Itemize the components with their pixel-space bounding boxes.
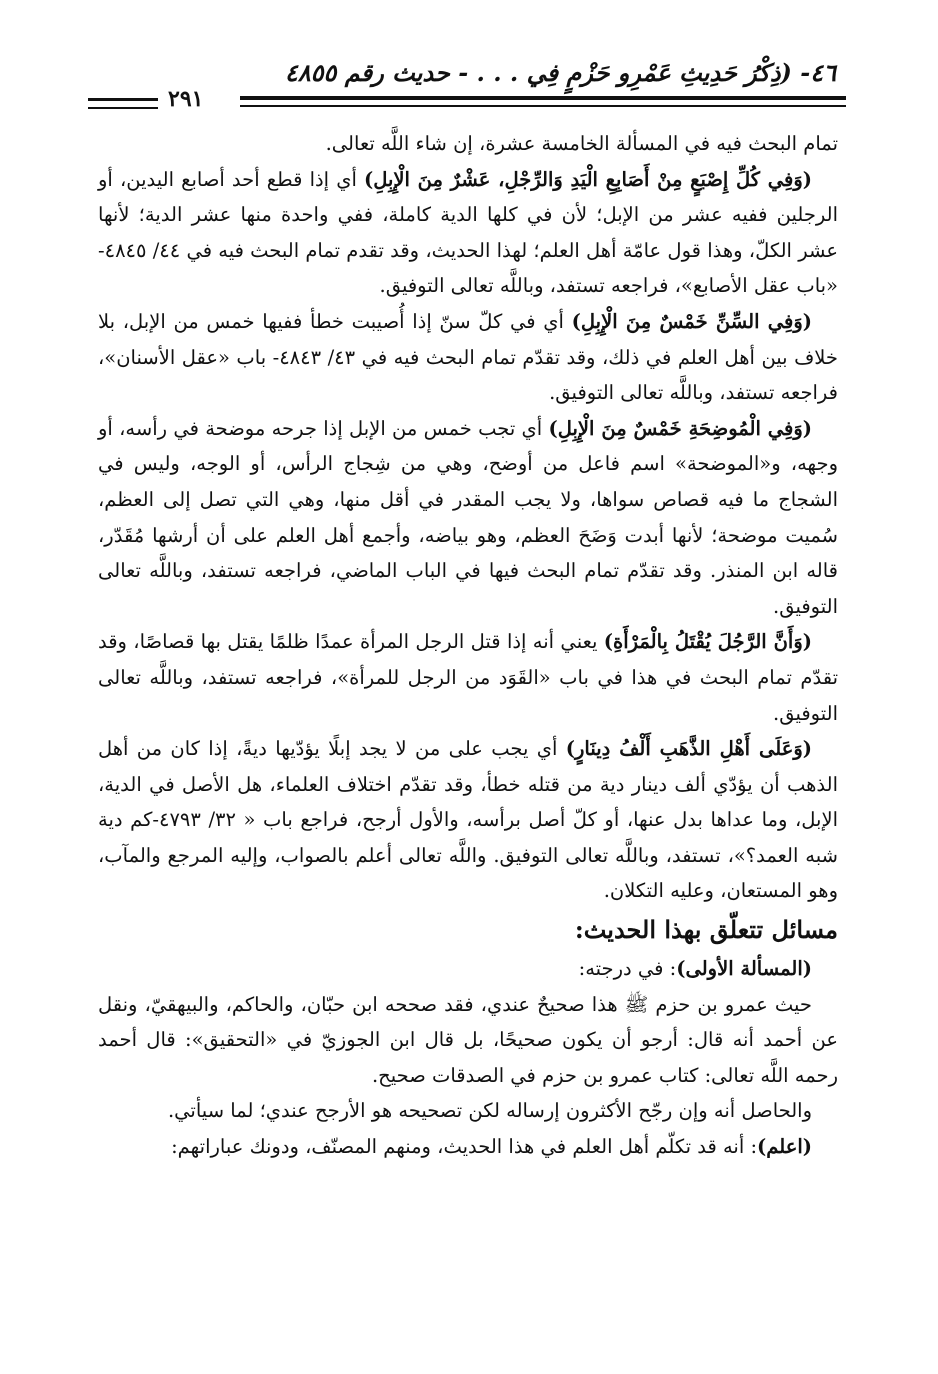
paragraph-6: [98, 731, 838, 909]
page-number: ٢٩١: [168, 86, 204, 112]
paragraph-8: والحاصل أنه وإن رجّح الأكثرون إرساله لكن تصحيحه هو الأرجح عندي؛ لما سيأتي.: [167, 1099, 812, 1123]
paragraph-5: [98, 624, 838, 731]
hadith-lemma: (وَفِي السِّنِّ خَمْسٌ مِنَ الْإِبِلِ): [571, 309, 812, 333]
note-text: : أنه قد تكلّم أهل العلم في هذا الحديث، ومنهم المصنّف، ودونك عباراتهم:: [171, 1135, 758, 1159]
paragraph-9: [98, 1129, 838, 1165]
hadith-lemma: (وَأَنَّ الرَّجُلَ يُقْتَلُ بِالْمَرْأَةِ): [603, 630, 812, 654]
header-rule-right: [240, 96, 846, 107]
hadith-lemma: (وَفِي الْمُوضِحَةِ خَمْسٌ مِنَ الْإِبِلِ): [548, 416, 812, 440]
body-text: [98, 126, 838, 1165]
commentary-text: أي تجب خمس من الإبل إذا جرحه موضحة في رأسه، أو وجهه، و«الموضحة» اسم فاعل من أوضح، وهي من شِجاج الرأس، أو الوجه، وليس في الشجاج ما فيه قصاص سواها، ولا يجب المقدر في أقل منها، وهي التي تصل إلى العظم، سُميت موضحة؛ لأنها أبدت وَضَحَ العظم، وهو بياضه، وأجمع أهل العلم على أن أرشها مُقَدّر، قاله ابن المنذر. وقد تقدّم تمام البحث فيها في الباب الماضي، فراجعه تستفد، وباللَّه تعالى التوفيق.: [98, 416, 838, 618]
hadith-lemma: (وَفِي كُلِّ إِصْبَعٍ مِنْ أَصَابِعِ الْيَدِ وَالرِّجْلِ، عَشْرٌ مِنَ الْإِبِلِ): [364, 167, 813, 191]
paragraph-4: [98, 411, 838, 625]
question-1: [98, 951, 838, 987]
hadith-lemma: (وَعَلَى أَهْلِ الذَّهَبِ أَلْفُ دِينَارٍ): [565, 737, 812, 761]
commentary-text: أي في كلّ سنّ إذا أُصيبت خطأ ففيها خمس من الإبل، بلا خلاف بين أهل العلم في ذلك، وقد تقدّم تمام البحث فيه في ٤٣/ ٤٨٤٣- باب «عقل الأسنان»، فراجعه تستفد، وباللَّه تعالى التوفيق.: [98, 309, 838, 405]
paragraph-1: تمام البحث فيه في المسألة الخامسة عشرة، إن شاء اللَّه تعالى.: [325, 132, 838, 155]
question-text: : في درجته:: [578, 957, 677, 981]
paragraph-7: حيث عمرو بن حزم ﷺ هذا صحيحٌ عندي، فقد صححه ابن حبّان، والحاكم، والبيهقيّ، ونقل عن أحمد أنه قال: أرجو أن يكون صحيحًا، بل قال ابن الجوزيّ في «التحقيق»: قال أحمد رحمه اللَّه تعالى: كتاب عمرو بن حزم في الصدقات صحيح.: [98, 992, 838, 1087]
question-heading: (المسألة الأولى): [676, 957, 812, 981]
running-head: ٤٦- (ذِكْرُ حَدِيثِ عَمْرِو حَزْمٍ فِي . . . - حديث رقم ٤٨٥٥: [284, 58, 836, 87]
paragraph-2: [98, 162, 838, 304]
commentary-text: أي يجب على من لا يجد إبلًا يؤدّيها ديةً، إذا كان من أهل الذهب أن يؤدّي ألف دينار دية من قتله خطأ، وقد تقدّم اختلاف العلماء، هل الأصل في الدية، الإبل، وما عداها بدل عنها، أو كلّ أصل برأسه، والأول أرجح، فراجع باب « ٣٢/ ٤٧٩٣-كم دية شبه العمد؟»، تستفد، وباللَّه تعالى التوفيق. واللَّه تعالى أعلم بالصواب، وإليه المرجع والمآب، وهو المستعان، وعليه التكلان.: [98, 737, 838, 903]
section-heading: مسائل تتعلّق بهذا الحديث:: [574, 915, 838, 945]
commentary-text: يعني أنه إذا قتل الرجل المرأة عمدًا ظلمًا يقتل بها قصاصًا، وقد تقدّم تمام البحث في هذا في باب «القَوَد من الرجل للمرأة»، فراجعه تستفد، وباللَّه تعالى التوفيق.: [98, 630, 838, 725]
paragraph-3: [98, 304, 838, 411]
commentary-text: أي إذا قطع أحد أصابع اليدين، أو الرجلين ففيه عشر من الإبل؛ لأن في كلها الدية كاملة، ففي واحدة منها عشر الدية؛ لأنها عشر الكلّ، وهذا قول عامّة أهل العلم؛ لهذا الحديث، وقد تقدم تمام البحث فيه في ٤٤/ ٤٨٤٥- «باب عقل الأصابع»، فراجعه تستفد، وباللَّه تعالى التوفيق.: [98, 167, 838, 298]
header-rule-left: [88, 98, 158, 109]
note-lemma: (اعلم): [757, 1135, 812, 1159]
